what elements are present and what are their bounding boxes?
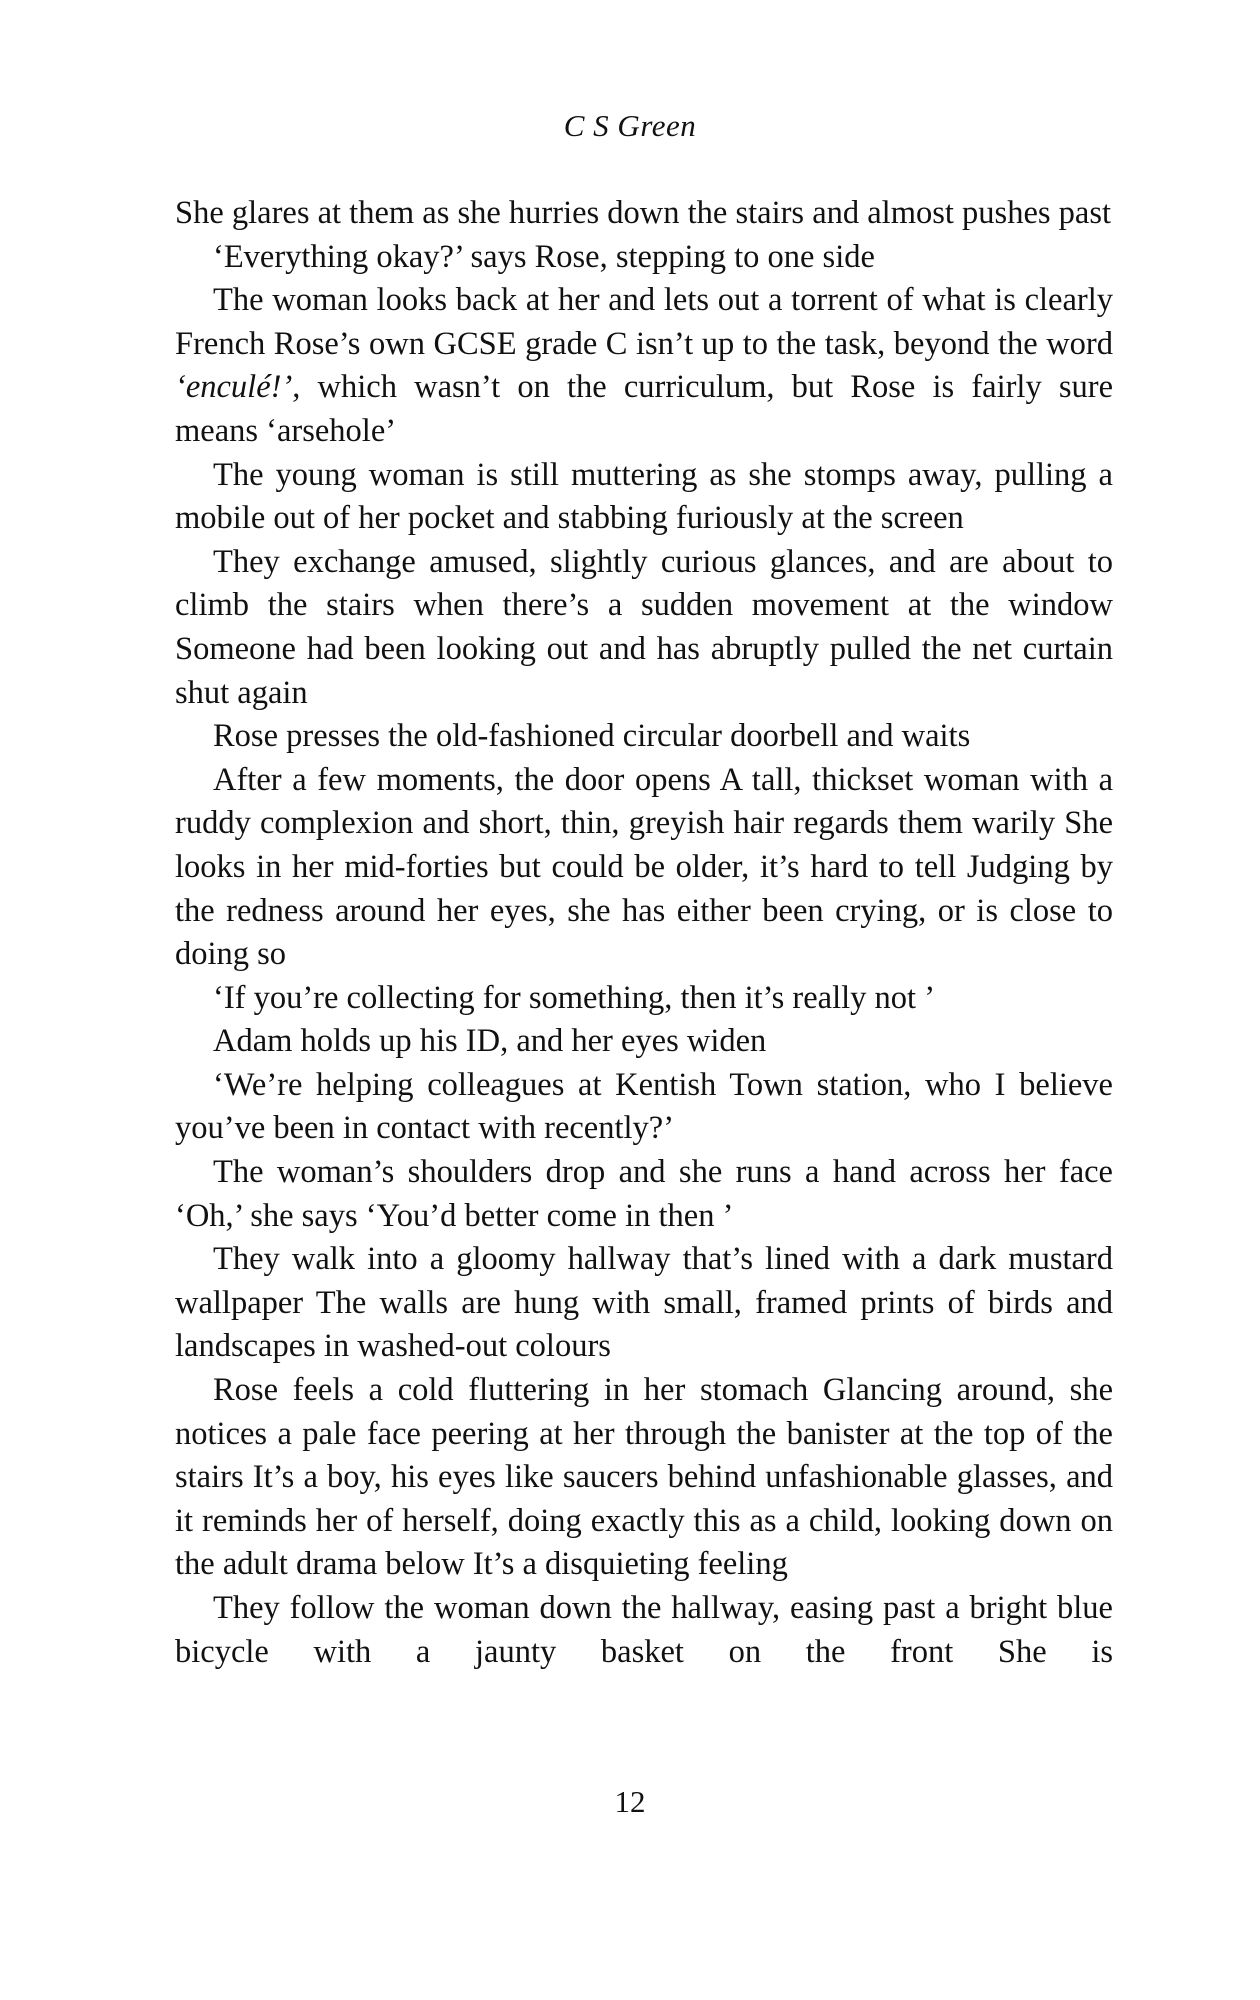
body-text <box>175 192 1113 1674</box>
paragraph: She glares at them as she hurries down the stairs and almost pushes past <box>175 195 1111 231</box>
running-head: C S Green <box>563 108 697 143</box>
paragraph: They follow the woman down the hallway, easing past a bright blue bicycle with a jaunty basket on the front She is <box>175 1590 1113 1670</box>
paragraph-with-italic <box>175 279 1113 453</box>
paragraph: After a few moments, the door opens A tall, thickset woman with a ruddy complexion and short, thin, greyish hair regards them warily She looks in her mid-forties but could be older, it’s hard to tell Judging by the redness around her eyes, she has either been crying, or is close to doing so <box>175 761 1113 973</box>
paragraph: Rose presses the old-fashioned circular doorbell and waits <box>213 718 971 755</box>
italic-word: ‘enculé!’ <box>175 369 293 406</box>
paragraph: The young woman is still muttering as she stomps away, pulling a mobile out of her pocket and stabbing furiously at the screen <box>175 456 1113 537</box>
paragraph: They walk into a gloomy hallway that’s lined with a dark mustard wallpaper The walls are hung with small, framed prints of birds and landscapes in washed-out colours <box>175 1241 1113 1365</box>
paragraph: They exchange amused, slightly curious glances, and are about to climb the stairs when there’s a sudden movement at the window Someone had been looking out and has abruptly pulled the net curtain shut again <box>175 543 1113 711</box>
paragraph: ‘Everything okay?’ says Rose, stepping to one side <box>213 238 875 275</box>
paragraph: ‘We’re helping colleagues at Kentish Town station, who I believe you’ve been in contact with recently?’ <box>175 1066 1113 1147</box>
paragraph: ‘If you’re collecting for something, then it’s really not ’ <box>213 979 936 1016</box>
paragraph: The woman’s shoulders drop and she runs a hand across her face ‘Oh,’ she says ‘You’d better come in then ’ <box>175 1154 1113 1234</box>
paragraph-text: The woman looks back at her and lets out a torrent of what is clearly French Rose’s own GCSE grade C isn’t up to the task, beyond the word <box>175 282 1113 362</box>
paragraph: Rose feels a cold fluttering in her stomach Glancing around, she notices a pale face peering at her through the banister at the top of the stairs It’s a boy, his eyes like saucers behind unfashionable glasses, and it reminds her of herself, doing exactly this as a child, looking down on the adult drama below It’s a disquieting feeling <box>175 1372 1113 1583</box>
page-number: 12 <box>614 1784 646 1819</box>
paragraph: Adam holds up his ID, and her eyes widen <box>213 1023 767 1060</box>
paragraph-text: , which wasn’t on the curriculum, but Rose is fairly sure means ‘arsehole’ <box>175 369 1113 449</box>
